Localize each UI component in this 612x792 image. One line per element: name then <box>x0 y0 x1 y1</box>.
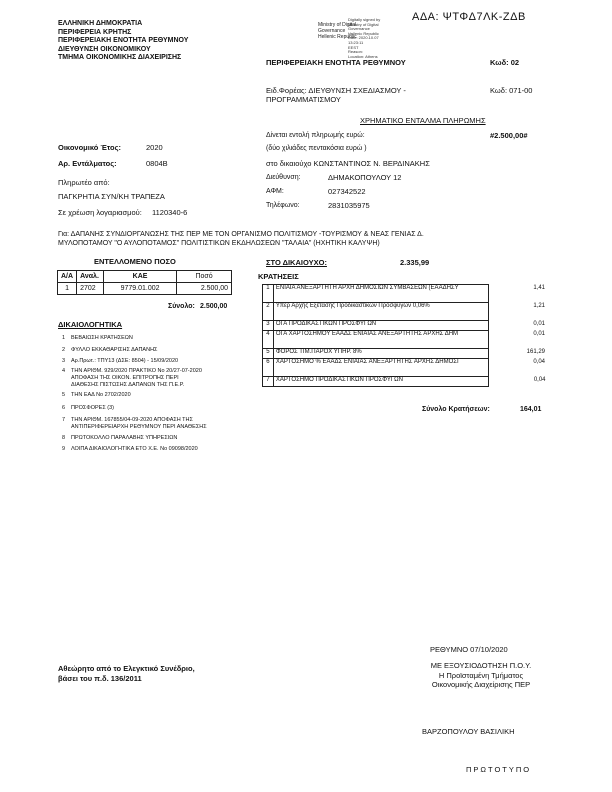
list-item <box>62 392 131 398</box>
ret-value: 0,01 <box>533 320 545 327</box>
purpose-line-1: Για: ΔΑΠΑΝΗΣ ΣΥΝΔΙΟΡΓΑΝΩΣΗΣ ΤΗΣ ΠΕΡ ΜΕ ΤΟΝ ΟΡΓΑΝΙΣΜΟ ΠΟΛΙΤΙΣΜΟΥ -ΤΟΥΡΙΣΜΟΥ & ΝΕΑΣ ΓΕΝΙΑΣ Δ. <box>58 231 424 238</box>
list-item <box>62 424 207 430</box>
retentions-title: ΚΡΑΤΗΣΕΙΣ <box>258 272 299 281</box>
address: ΔΗΜΑΚΟΠΟΥΛΟΥ 12 <box>328 173 402 182</box>
ret-value: 0,04 <box>533 358 545 365</box>
doc-text: ΑΝΤΙΠΕΡΙΦΕΡΕΙΑΡΧΗ ΡΕΘΥΜΝΟΥ ΠΕΡΙ ΑΝΑΘΕΣΗΣ <box>71 424 207 430</box>
stamp-line: EEST <box>348 44 359 50</box>
ret-value: 1,21 <box>533 302 545 309</box>
doc-number: 8 <box>62 435 66 441</box>
header-cell: Αναλ. <box>77 271 104 283</box>
amount-total: 2.500,00 <box>200 303 228 310</box>
table-row <box>58 283 232 295</box>
account-label: Σε χρέωση λογαριασμού: <box>58 208 142 217</box>
list-item <box>62 382 184 388</box>
list-item <box>62 417 193 423</box>
audit-exempt-note <box>58 664 195 684</box>
table-row <box>263 359 548 377</box>
docs-title: ΔΙΚΑΙΟΛΟΓΗΤΙΚΑ <box>58 320 123 329</box>
doc-text: ΤΗΝ ΑΡΙΘΜ. 167855/04-09-2020 ΑΠΟΦΑΣΗ ΤΗΣ <box>71 417 193 423</box>
amount-table <box>57 270 232 295</box>
agency-label-cont: ΠΡΟΓΡΑΜΜΑΤΙΣΜΟΥ <box>266 95 341 104</box>
ada-code: ΑΔΑ: ΨΤΦΔ7ΛΚ-ΖΔΒ <box>412 11 526 23</box>
ret-num: 3 <box>263 321 274 331</box>
ret-num: 6 <box>263 359 274 377</box>
ret-desc: ΦΟΡΟΣ ΤΙΜ.ΠΑΡΟΧ ΥΠΗΡ. 8% <box>273 349 488 359</box>
stamp-line: Ministry of Digital <box>318 22 357 28</box>
exempt-line: Αθεώρητο από το Ελεγκτικό Συνέδριο, <box>58 664 195 673</box>
ret-num: 7 <box>263 377 274 387</box>
authority-block <box>422 661 540 690</box>
doc-number: 4 <box>62 368 66 374</box>
doc-text: ΤΗΝ ΕΑΔ Νο 2702/2020 <box>71 392 131 398</box>
purpose-line-2: ΜΥΛΟΠΟΤΑΜΟΥ "Ο ΑΥΛΟΠΟΤΑΜΟΣ" ΠΟΛΙΤΙΣΤΙΚΩΝ ΕΚΔΗΛΩΣΕΩΝ "ΤΑΛΑΙΑ" (ΗΧΗΤΙΚΗ ΚΑΛΥΨΗ) <box>58 240 380 247</box>
header-line: ΠΕΡΙΦΕΡΕΙΑΚΗ ΕΝΟΤΗΤΑ ΡΕΘΥΜΝΟΥ <box>58 37 189 45</box>
list-item <box>62 435 177 441</box>
retentions-total: 164,01 <box>520 406 542 413</box>
ret-value: 0,04 <box>533 376 546 383</box>
doc-number: 6 <box>62 405 66 411</box>
signature-stamp-right <box>348 18 380 59</box>
table-row <box>263 321 548 331</box>
doc-number: 9 <box>62 446 66 452</box>
header-cell: Α/Α <box>58 271 77 283</box>
stamp-line: Reason: <box>348 49 363 55</box>
ret-desc: ΟΓΑ ΠΡΟΔΙΚΑΣΤΙΚΩΝ ΠΡΟΣΦΥΓΩΝ <box>273 321 488 331</box>
afm: 027342522 <box>328 187 366 196</box>
stamp-line: Hellenic Republic <box>348 30 379 36</box>
doc-text: ΠΡΟΣΦΟΡΕΣ (3) <box>71 405 114 411</box>
cell-aa: 1 <box>58 283 77 295</box>
list-item <box>62 358 178 364</box>
account-number: 1120340-6 <box>152 208 188 217</box>
list-item <box>62 446 198 452</box>
ret-desc: ΧΑΡΤΟΣΗΜΟ % ΕΑΑΔΣ ΕΝΙΑΙΑΣ ΑΝΕΞΑΡΤΗΤΗΣ ΑΡΧΗΣ ΔΗΜΟΣΙ <box>273 359 488 377</box>
signatory-name: ΒΑΡΖΟΠΟΥΛΟΥ ΒΑΣΙΛΙΚΗ <box>422 727 515 736</box>
phone-label: Τηλέφωνο: <box>266 202 300 209</box>
ret-num: 4 <box>263 331 274 349</box>
authority-line: Οικονομικής Διαχείρισης ΠΕΡ <box>431 680 531 689</box>
doc-text: ΤΗΝ ΑΡΙΘΜ. 929/2020 ΠΡΑΚΤΙΚΟ Νο 20/27-07-2020 <box>71 368 202 374</box>
stamp-line: 13:23:11 <box>348 39 364 45</box>
authority-line: Η Προϊσταμένη Τμήματος <box>438 670 524 680</box>
agency-label: Ειδ.Φορέας: ΔΙΕΥΘΥΝΣΗ ΣΧΕΔΙΑΣΜΟΥ - <box>266 86 406 95</box>
header-line: ΔΙΕΥΘΥΝΣΗ ΟΙΚΟΝΟΜΙΚΟΥ <box>58 45 151 53</box>
ret-value: 1,41 <box>533 284 545 291</box>
issuer-header <box>58 20 188 63</box>
ret-num: 2 <box>263 303 274 321</box>
stamp-line: Ministry of Digital <box>348 21 379 27</box>
order-no-label: Αρ. Εντάλματος: <box>58 159 117 168</box>
header-cell: ΚΑΕ <box>104 271 177 283</box>
table-row <box>263 377 548 387</box>
header-line: ΠΕΡΙΦΕΡΕΙΑ ΚΡΗΤΗΣ <box>58 28 132 36</box>
header-line: ΕΛΛΗΝΙΚΗ ΔΗΜΟΚΡΑΤΙΑ <box>58 20 143 27</box>
list-item <box>62 347 157 353</box>
list-item <box>62 375 179 381</box>
doc-number: 5 <box>62 392 66 398</box>
amount-title: ΕΝΤΕΛΛΟΜΕΝΟ ΠΟΣΟ <box>94 257 176 266</box>
table-row <box>263 285 548 303</box>
list-item <box>62 405 114 411</box>
amount-table-header <box>58 271 232 283</box>
stamp-line: Hellenic Republic <box>318 34 357 40</box>
retentions-total-label: Σύνολο Κρατήσεων: <box>422 406 490 413</box>
afm-label: ΑΦΜ: <box>266 188 284 195</box>
phone: 2831035975 <box>328 201 370 210</box>
doc-text: ΛΟΙΠΑ ΔΙΚΑΙΟΛΟΓΗΤΙΚΑ ΕΤΟ Χ.Ε. Νο 09098/2020 <box>71 446 198 452</box>
fiscal-year: 2020 <box>146 143 163 152</box>
header-line: ΤΜΗΜΑ ΟΙΚΟΝΟΜΙΚΗΣ ΔΙΑΧΕΙΡΙΣΗΣ <box>58 54 182 62</box>
ret-value: 161,29 <box>526 348 545 355</box>
order-title: ΧΡΗΜΑΤΙΚΟ ΕΝΤΑΛΜΑ ΠΛΗΡΩΜΗΣ <box>360 116 486 125</box>
doc-text: ΠΡΩΤΟΚΟΛΛΟ ΠΑΡΑΛΑΒΗΣ ΥΠΗΡΕΣΙΩΝ <box>71 435 178 441</box>
ret-desc: Υπερ Αρχής Εξέτασης Προδικαστικών Προσφυγών 0,06% <box>273 303 488 321</box>
stamp-line: Digitally signed by <box>348 17 381 22</box>
doc-text: ΑΠΟΦΑΣΗ ΤΗΣ ΟΙΚΟΝ. ΕΠΙΤΡΟΠΗΣ ΠΕΡΙ <box>71 375 179 381</box>
retentions-table <box>262 284 548 387</box>
stamp-line: Governance <box>318 28 346 34</box>
doc-number: 3 <box>62 358 66 364</box>
stamp-line: Date: 2020.10.07 <box>348 35 379 41</box>
original-label: ΠΡΩΤΟΤΥΠΟ <box>466 765 532 774</box>
amount-total-label: Σύνολο: <box>168 303 195 310</box>
place-date: ΡΕΘΥΜΝΟ 07/10/2020 <box>430 645 508 654</box>
list-item <box>62 335 133 341</box>
ret-desc: ΟΓΑ ΧΑΡΤΟΣΗΜΟΥ ΕΑΑΔΣ ΕΝΙΑΙΑΣ ΑΝΕΞΑΡΤΗΤΗΣ ΑΡΧΗΣ ΔΗΜ <box>273 331 488 349</box>
fiscal-year-label: Οικονομικό Έτος: <box>58 143 121 152</box>
doc-number: 7 <box>62 417 66 423</box>
table-row <box>263 331 548 349</box>
stamp-line: Location: Athens <box>348 53 378 59</box>
agency-code: Κωδ: 071-00 <box>490 86 533 95</box>
stamp-line: Governance <box>348 26 370 32</box>
header-cell: Ποσό <box>177 271 232 283</box>
ret-desc: ΕΝΙΑΙΑ ΑΝΕΞΑΡΤΗΤΗ ΑΡΧΗ ΔΗΜΟΣΙΩΝ ΣΥΜΒΑΣΕΩΝ (ΕΑΑΔΗΣΥ <box>273 285 488 303</box>
list-item <box>62 368 202 374</box>
address-label: Διεύθυνση: <box>266 174 301 181</box>
beneficiary: στο δικαιούχο ΚΩΝΣΤΑΝΤΙΝΟΣ Ν. ΒΕΡΔΙΝΑΚΗΣ <box>266 159 430 168</box>
cell-amount: 2.500,00 <box>177 283 232 295</box>
doc-text: Αρ.Πρωτ.: ΤΠΥ13 (ΔΣΕ: 8504) - 15/09/2020 <box>71 358 179 364</box>
cell-anal: 2702 <box>77 283 104 295</box>
doc-text: ΦΥΛΛΟ ΕΚΚΑΘΑΡΙΣΗΣ ΔΑΠΑΝΗΣ <box>71 347 158 353</box>
ret-num: 1 <box>263 285 274 303</box>
table-row <box>263 303 548 321</box>
doc-text: ΒΕΒΑΙΩΣΗ ΚΡΑΤΗΣΕΩΝ <box>71 335 133 341</box>
to-beneficiary-label: ΣΤΟ ΔΙΚΑΙΟΥΧΟ: <box>266 258 327 267</box>
paid-words: (δύο χιλιάδες πεντακόσια ευρώ ) <box>266 145 367 152</box>
ret-num: 5 <box>263 349 274 359</box>
ret-desc: ΧΑΡΤΟΣΗΜΟ ΠΡΟΔΙΚΑΣΤΙΚΩΝ ΠΡΟΣΦΥΓΩΝ <box>273 377 488 387</box>
unit-name: ΠΕΡΙΦΕΡΕΙΑΚΗ ΕΝΟΤΗΤΑ ΡΕΘΥΜΝΟΥ <box>266 58 406 67</box>
paid-amount: #2.500,00# <box>490 131 528 140</box>
table-row <box>263 349 548 359</box>
authority-line: ΜΕ ΕΞΟΥΣΙΟΔΟΤΗΣΗ Π.Ο.Υ. <box>430 661 532 670</box>
doc-number: 2 <box>62 347 66 353</box>
to-beneficiary-amount: 2.335,99 <box>400 258 430 267</box>
payable-from-label: Πληρωτέο από: <box>58 178 110 187</box>
ret-value: 0,01 <box>533 330 545 337</box>
order-no: 0804Β <box>146 159 168 168</box>
unit-code: Κωδ: 02 <box>490 58 520 67</box>
doc-text: ΔΙΑΘΕΣΗΣ ΠΙΣΤΩΣΗΣ ΔΑΠΑΝΩΝ ΤΗΣ Π.Ε.Ρ. <box>71 382 185 388</box>
exempt-line: βάσει του π.δ. 136/2011 <box>58 674 142 683</box>
cell-kae: 9779.01.002 <box>104 283 177 295</box>
paid-label: Δίνεται εντολή πληρωμής ευρώ: <box>266 132 365 139</box>
bank-name: ΠΑΓΚΡΗΤΙΑ ΣΥΝ/ΚΗ ΤΡΑΠΕΖΑ <box>58 192 165 201</box>
doc-number: 1 <box>62 335 66 341</box>
